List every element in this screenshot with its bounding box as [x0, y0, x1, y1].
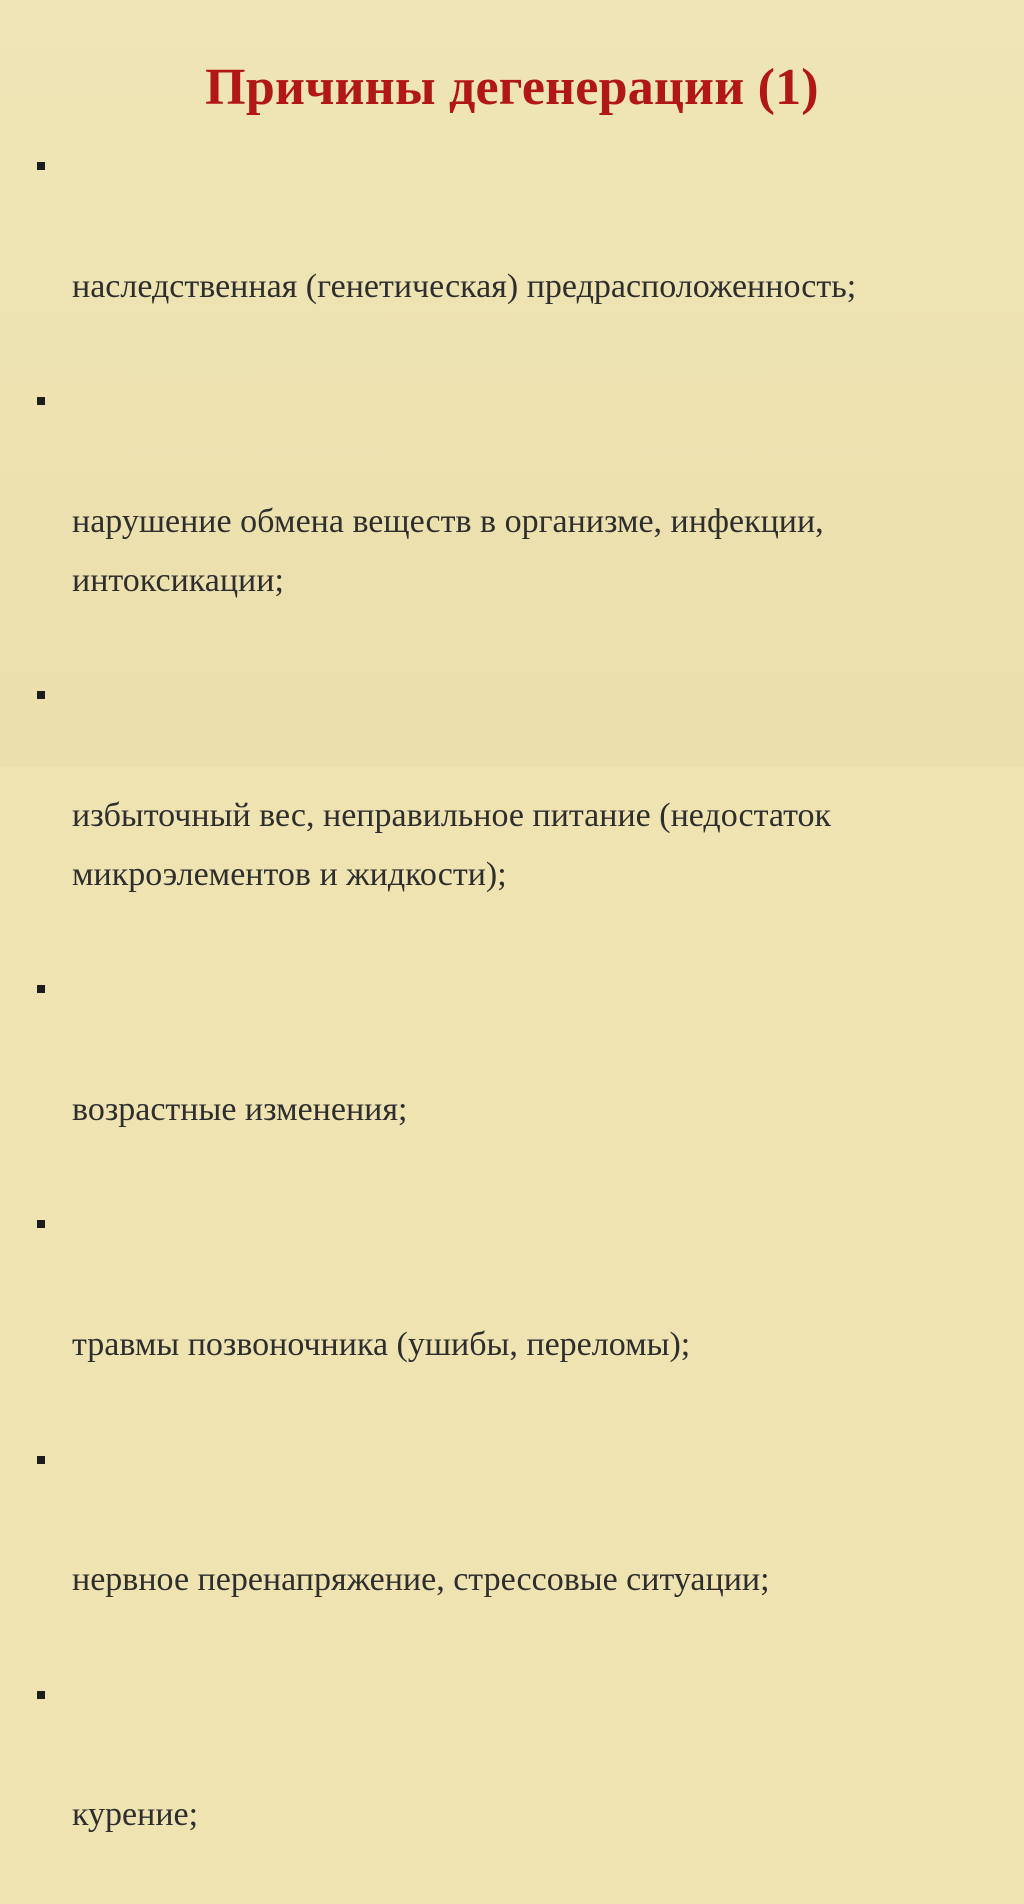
- bullet-item: [36, 1198, 1011, 1433]
- bullet-text: избыточный вес, неправильное питание (недостаток микроэлементов и жидкости);: [72, 796, 832, 893]
- slide-title: Причины дегенерации (1): [205, 59, 819, 116]
- bullet-item: [36, 1669, 1011, 1904]
- square-bullet-icon: [37, 1456, 45, 1464]
- bullet-text: нервное перенапряжение, стрессовые ситуации;: [72, 1561, 770, 1599]
- square-bullet-icon: [37, 397, 45, 405]
- bullet-item: [36, 140, 1011, 375]
- bullet-list: [36, 140, 1011, 1904]
- bullet-text: курение;: [72, 1796, 199, 1834]
- square-bullet-icon: [37, 1220, 45, 1228]
- square-bullet-icon: [37, 691, 45, 699]
- bullet-item: [36, 1434, 1011, 1669]
- square-bullet-icon: [37, 985, 45, 993]
- bullet-text: травмы позвоночника (ушибы, переломы);: [72, 1325, 691, 1363]
- bullet-text: наследственная (генетическая) предрасположенность;: [72, 267, 857, 305]
- square-bullet-icon: [37, 1691, 45, 1699]
- bullet-item: [36, 963, 1011, 1198]
- bullet-text: возрастные изменения;: [72, 1090, 408, 1128]
- bullet-item: [36, 375, 1011, 669]
- bullet-text: нарушение обмена веществ в организме, инфекции, интоксикации;: [72, 502, 824, 599]
- square-bullet-icon: [37, 162, 45, 170]
- bullet-item: [36, 669, 1011, 963]
